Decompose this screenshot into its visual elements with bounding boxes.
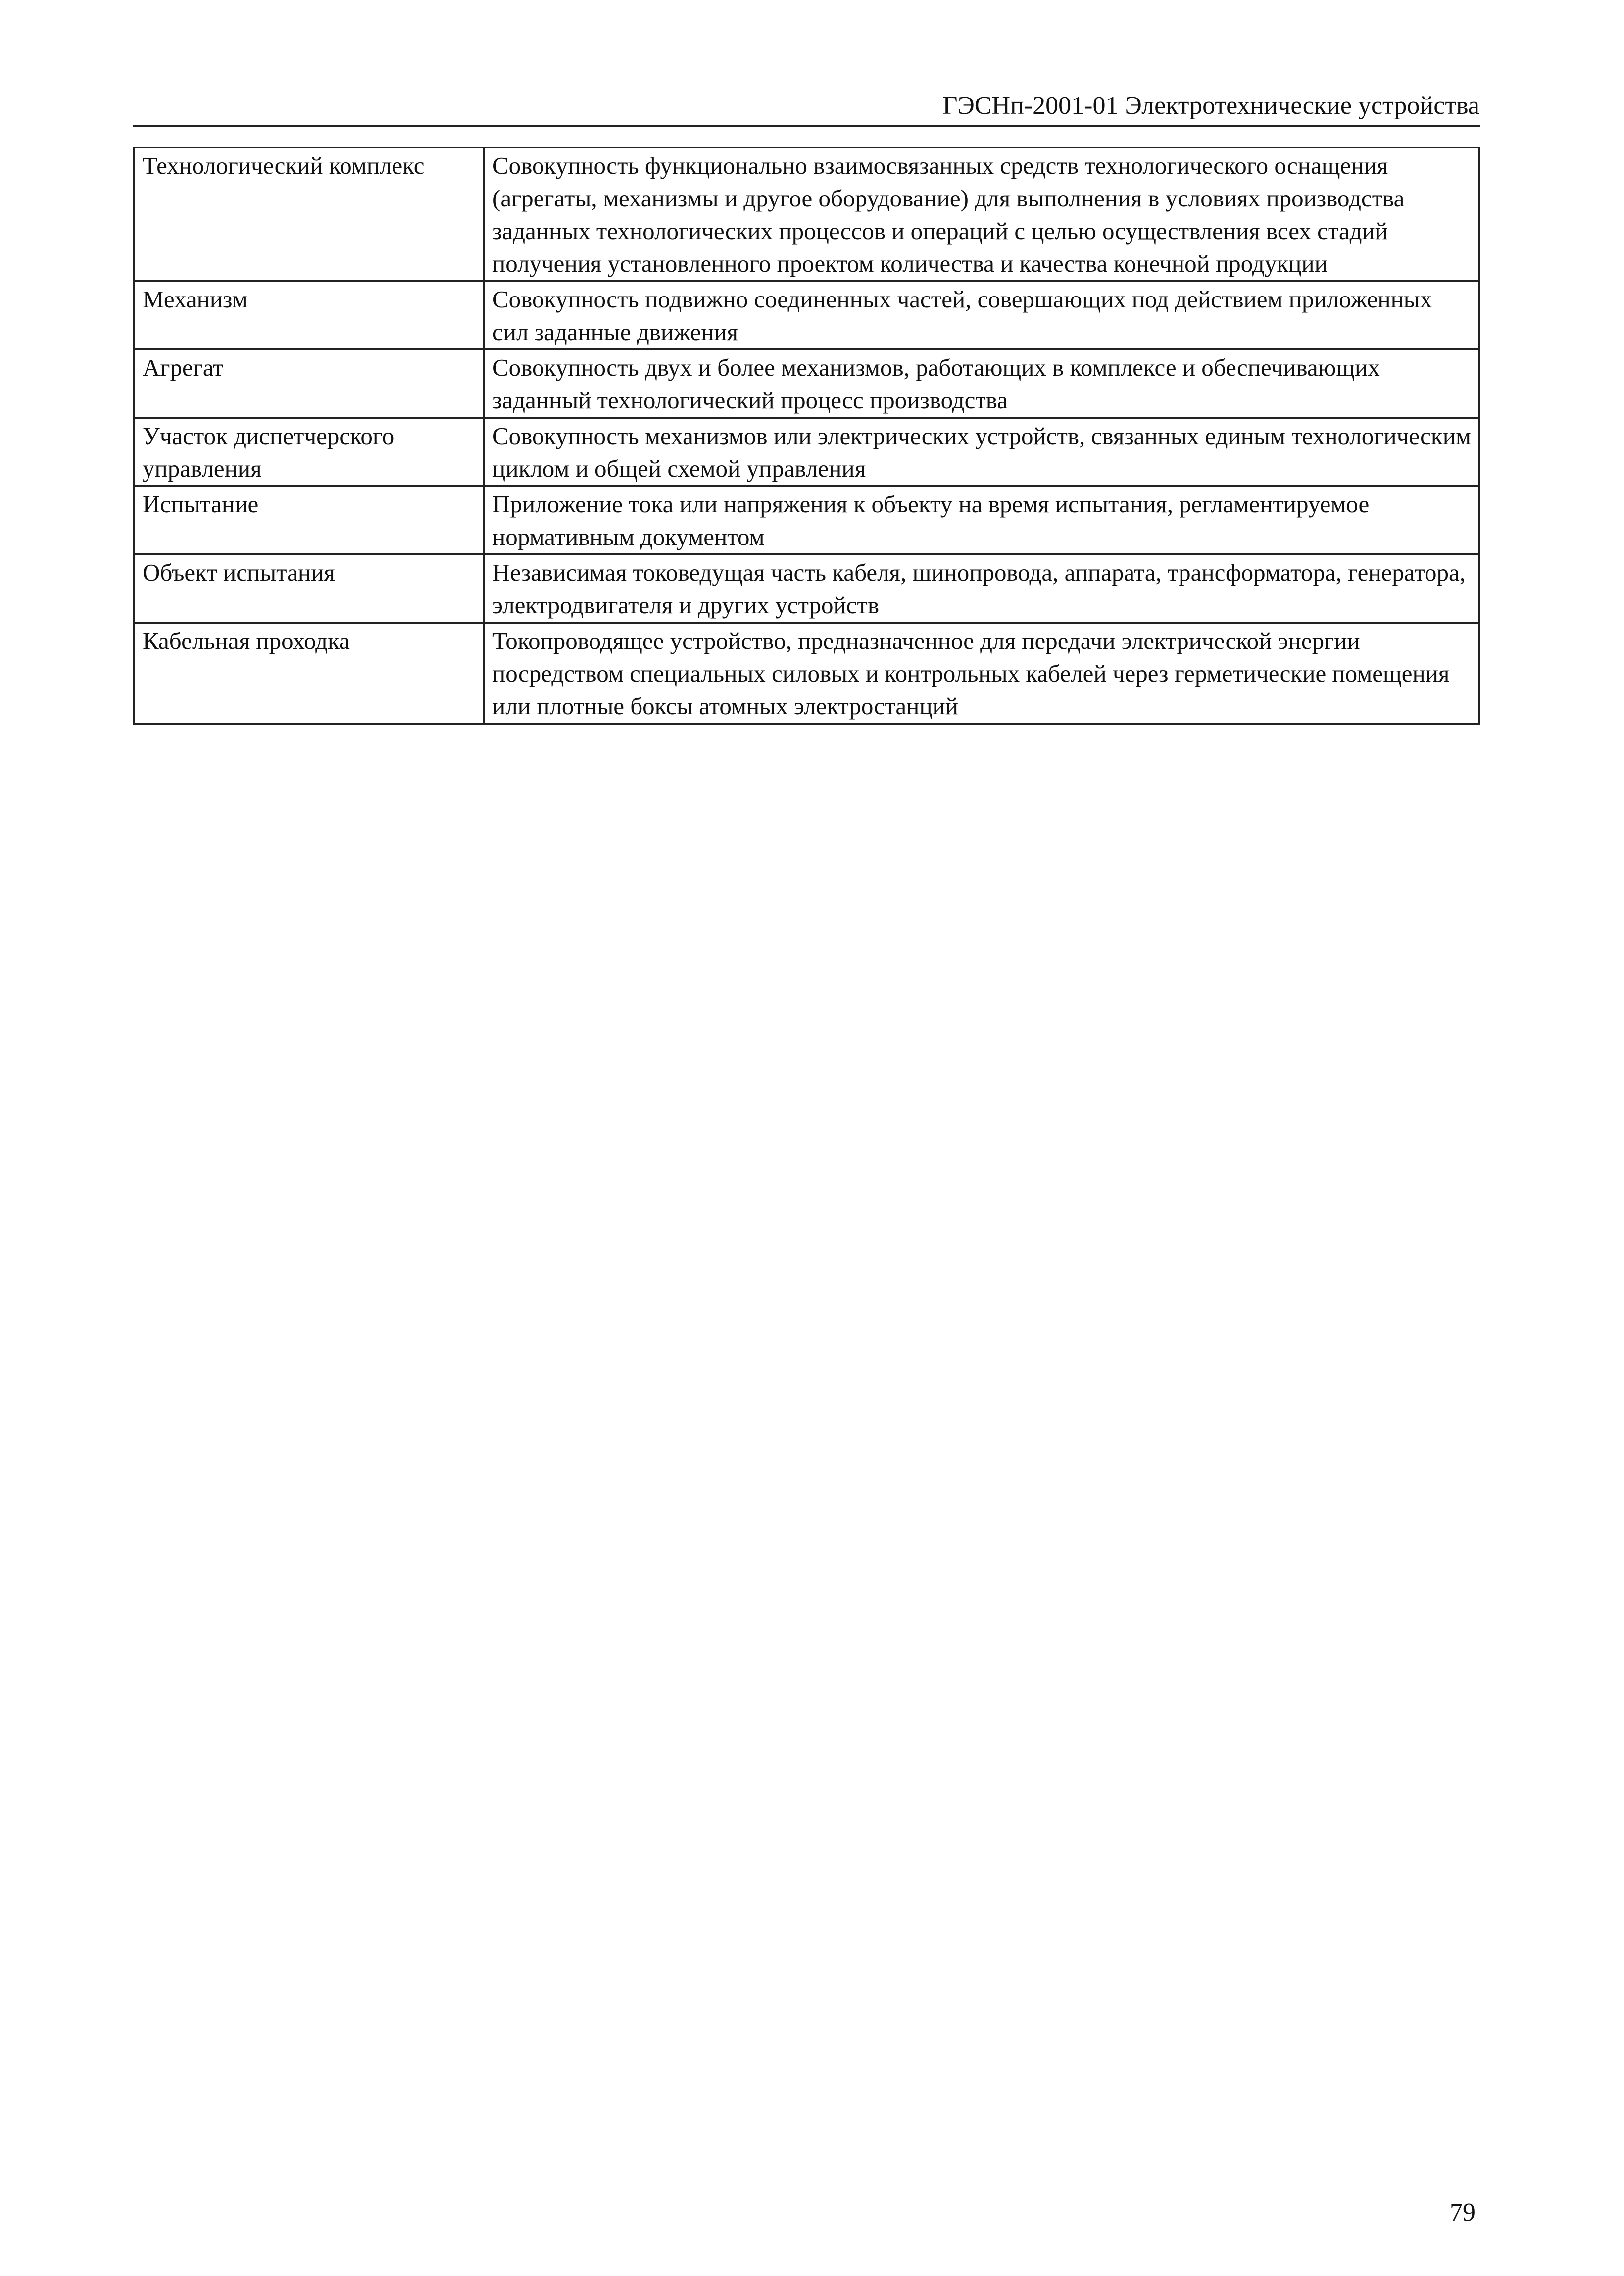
table-row: [134, 418, 1479, 486]
table-row: [134, 148, 1479, 281]
table-row: [134, 623, 1479, 724]
page-number: 79: [1450, 2198, 1476, 2227]
table-row: [134, 486, 1479, 554]
definition-cell: Совокупность двух и более механизмов, работающих в комплексе и обеспечивающих заданный технологический процесс производства: [484, 349, 1479, 418]
definition-cell: Приложение тока или напряжения к объекту на время испытания, регламентируемое нормативным документом: [484, 486, 1479, 554]
terms-table: [133, 147, 1480, 725]
header-rule: [133, 125, 1480, 127]
definition-cell: Совокупность механизмов или электрических устройств, связанных единым технологическим циклом и общей схемой управления: [484, 418, 1479, 486]
table-row: [134, 281, 1479, 349]
table-row: [134, 349, 1479, 418]
definition-cell: Совокупность подвижно соединенных частей, совершающих под действием приложенных сил заданные движения: [484, 281, 1479, 349]
definition-cell: Независимая токоведущая часть кабеля, шинопровода, аппарата, трансформатора, генератора, электродвигателя и других устройств: [484, 554, 1479, 623]
definition-cell: Токопроводящее устройство, предназначенное для передачи электрической энергии посредством специальных силовых и контрольных кабелей через герметические помещения или плотные боксы атомных электростанций: [484, 623, 1479, 724]
term-cell: Механизм: [134, 281, 484, 349]
term-cell: Испытание: [134, 486, 484, 554]
table-row: [134, 554, 1479, 623]
term-cell: Участок диспетчерского управления: [134, 418, 484, 486]
term-cell: Технологический комплекс: [134, 148, 484, 281]
running-header: ГЭСНп-2001-01 Электротехнические устройства: [942, 92, 1479, 120]
definition-cell: Совокупность функционально взаимосвязанных средств технологического оснащения (агрегаты, механизмы и другое оборудование) для выполнения в условиях производства заданных технологических процессов и операций с целью осуществления всех стадий получения установленного проектом количества и качества конечной продукции: [484, 148, 1479, 281]
term-cell: Агрегат: [134, 349, 484, 418]
term-cell: Кабельная проходка: [134, 623, 484, 724]
term-cell: Объект испытания: [134, 554, 484, 623]
